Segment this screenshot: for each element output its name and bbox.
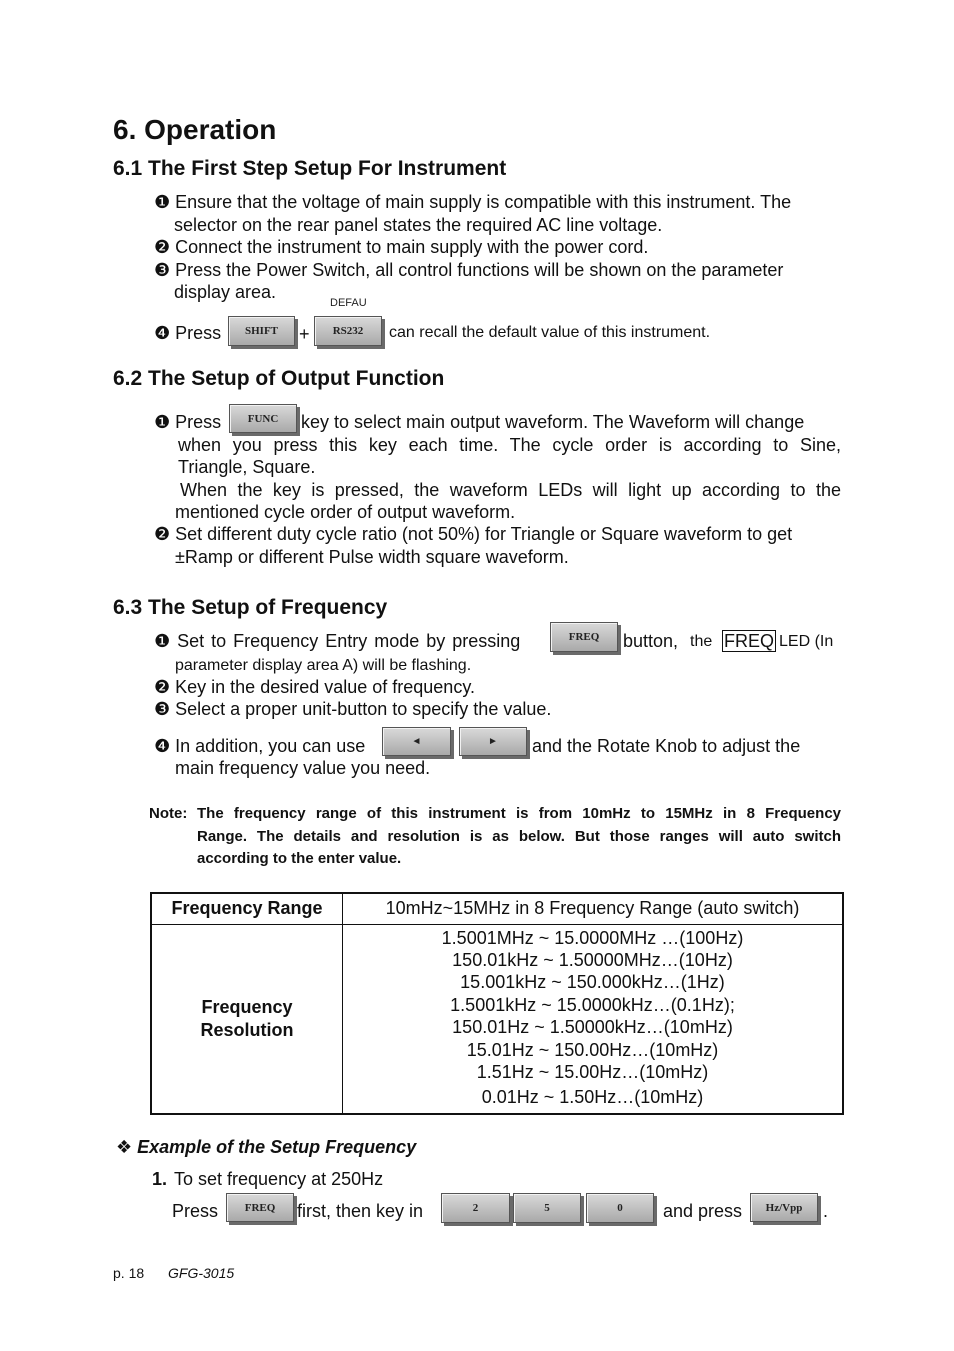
- example-heading: ❖ Example of the Setup Frequency: [116, 1137, 417, 1157]
- resolution-item: 15.001kHz ~ 150.000kHz…(1Hz): [460, 972, 725, 993]
- digit-2-key-icon: 2: [441, 1193, 510, 1223]
- note-line1: The frequency range of this instrument is from 10mHz to 15MHz in 8 Frequency: [197, 805, 841, 822]
- s62-item1-line5: mentioned cycle order of output waveform.: [175, 502, 516, 522]
- freq-resolution-label-line2: Resolution: [200, 1019, 294, 1040]
- s63-item1-line2: parameter display area A) will be flashing.: [175, 657, 472, 674]
- resolution-item: 1.51Hz ~ 15.00Hz…(10mHz): [476, 1061, 709, 1082]
- resolution-item: 1.5001MHz ~ 15.0000MHz …(100Hz): [441, 927, 744, 948]
- s61-item2: ❷ Connect the instrument to main supply with the power cord.: [154, 237, 649, 257]
- s63-item1-line1: ❶ Set to Frequency Entry mode by pressing: [154, 631, 521, 651]
- s62-item1-line2: when you press this key each time. The cycle order is according to Sine,: [178, 435, 841, 455]
- table-row: [151, 893, 843, 924]
- freq-key-icon: FREQ: [226, 1193, 294, 1222]
- freq-range-value: 10mHz~15MHz in 8 Frequency Range (auto switch): [343, 893, 844, 924]
- s61-item1-line1: ❶ Ensure that the voltage of main supply is compatible with this instrument. The: [154, 192, 792, 212]
- freq-resolution-label: [151, 924, 343, 1114]
- freq-boxed-text: FREQ: [724, 631, 775, 651]
- freq-resolution-values: [343, 924, 844, 1114]
- freq-range-label: Frequency Range: [151, 893, 343, 924]
- s63-item1-button: button,: [623, 631, 679, 651]
- func-key-icon: FUNC: [229, 404, 297, 433]
- example-period: .: [823, 1201, 829, 1221]
- page-title: 6. Operation: [113, 114, 277, 145]
- s63-item1-led: LED (In: [779, 633, 834, 650]
- s61-item4-tail: can recall the default value of this instrument.: [389, 324, 711, 341]
- example-step-text: To set frequency at 250Hz: [174, 1169, 384, 1189]
- example-press: Press: [172, 1201, 219, 1221]
- s63-item1-the: the: [690, 633, 713, 650]
- resolution-item: 0.01Hz ~ 1.50Hz…(10mHz): [481, 1087, 704, 1108]
- resolution-item: 1.5001kHz ~ 15.0000kHz…(0.1Hz);: [450, 994, 735, 1015]
- s61-item4-press: ❹ Press: [154, 323, 222, 343]
- s62-item1-tail: key to select main output waveform. The Waveform will change: [301, 412, 805, 432]
- hz-vpp-key-icon: Hz/Vpp: [750, 1193, 818, 1222]
- s63-item4-line2: main frequency value you need.: [175, 758, 431, 778]
- rs232-key-icon: RS232: [314, 316, 382, 346]
- s61-item1-line2: selector on the rear panel states the required AC line voltage.: [174, 215, 663, 235]
- s62-item1-line3: Triangle, Square.: [178, 457, 316, 477]
- s61-item3-line2: display area.: [174, 282, 277, 302]
- left-arrow-key-icon: ◄: [382, 727, 451, 756]
- example-mid-text: first, then key in: [297, 1201, 424, 1221]
- default-key-label: DEFAU: [330, 297, 367, 309]
- s62-item1-line4: When the key is pressed, the waveform LEDs will light up according to the: [180, 480, 841, 500]
- s63-item4-tail: and the Rotate Knob to adjust the: [532, 736, 801, 756]
- table-row: [151, 924, 843, 1114]
- resolution-item: 150.01Hz ~ 1.50000kHz…(10mHz): [452, 1017, 733, 1038]
- section-6-3-heading: 6.3 The Setup of Frequency: [113, 596, 388, 619]
- freq-led-label: [722, 630, 776, 653]
- right-arrow-key-icon: ►: [459, 727, 527, 756]
- digit-5-key-icon: 5: [513, 1193, 581, 1223]
- note-line2: Range. The details and resolution is as below. But those ranges will auto switch: [197, 828, 841, 845]
- s61-item3-line1: ❸ Press the Power Switch, all control functions will be shown on the parameter: [154, 260, 784, 280]
- frequency-spec-table: [150, 892, 844, 1115]
- digit-0-key-icon: 0: [586, 1193, 654, 1223]
- s63-item3: ❸ Select a proper unit-button to specify the value.: [154, 699, 552, 719]
- example-and-press: and press: [663, 1201, 743, 1221]
- section-6-1-heading: 6.1 The First Step Setup For Instrument: [113, 157, 507, 180]
- example-step-number: 1.: [152, 1169, 168, 1189]
- resolution-item: 15.01Hz ~ 150.00Hz…(10mHz): [466, 1039, 719, 1060]
- shift-key-icon: SHIFT: [228, 316, 295, 346]
- s62-item1-press: ❶ Press: [154, 412, 222, 432]
- s62-item2-line2: ±Ramp or different Pulse width square waveform.: [175, 547, 569, 567]
- freq-key-icon: FREQ: [550, 622, 618, 652]
- section-6-2-heading: 6.2 The Setup of Output Function: [113, 367, 445, 390]
- model-name: GFG-3015: [168, 1265, 235, 1281]
- plus-sign: +: [299, 324, 310, 344]
- s63-item4-line1: ❹ In addition, you can use: [154, 736, 366, 756]
- s62-item2-line1: ❷ Set different duty cycle ratio (not 50%) for Triangle or Square waveform to get: [154, 524, 793, 544]
- page-number: p. 18: [113, 1265, 145, 1281]
- freq-resolution-label-line1: Frequency: [201, 997, 293, 1018]
- note-label: Note:: [149, 805, 188, 822]
- resolution-item: 150.01kHz ~ 1.50000MHz…(10Hz): [452, 949, 733, 970]
- s63-item2: ❷ Key in the desired value of frequency.: [154, 677, 475, 697]
- note-line3: according to the enter value.: [197, 850, 402, 867]
